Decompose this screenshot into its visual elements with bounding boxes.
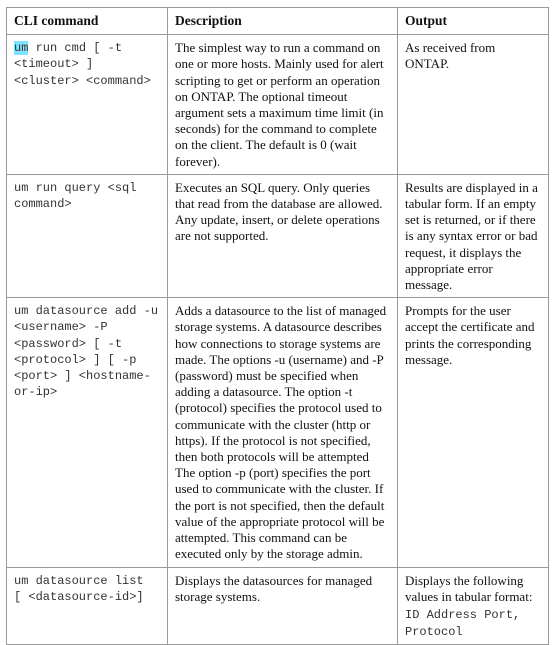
table-row: [7, 35, 549, 175]
output-cell: As received from ONTAP.: [398, 35, 549, 175]
output-text: Displays the following values in tabular format:: [405, 573, 533, 605]
table-row: [7, 568, 549, 645]
command-text: run cmd [ -t <timeout> ] <cluster> <command>: [14, 41, 151, 88]
description-cell: The simplest way to run a command on one or more hosts. Mainly used for alert scripting to get or perform an operation on ONTAP. The optional timeout argument sets a maximum time limit (in seconds) for the command to complete on the client. The default is 0 (wait forever).: [168, 35, 398, 175]
cli-command-cell: [7, 35, 168, 175]
output-code: ID Address Port, Protocol: [405, 607, 521, 639]
output-cell: [398, 568, 549, 645]
description-cell: Displays the datasources for managed storage systems.: [168, 568, 398, 645]
header-output: Output: [398, 8, 549, 35]
table-row: [7, 174, 549, 297]
cli-command-cell: um datasource list [ <datasource-id>]: [7, 568, 168, 645]
description-cell: Adds a datasource to the list of managed storage systems. A datasource describes how connections to storage systems are made. The options -u (username) and -P (password) must be specified when adding a datasource. The option -t (protocol) specifies the protocol used to communicate with the cluster (http or https). If the protocol is not specified, then both protocols will be attempted The option -p (port) specifies the port used to communicate with the cluster. If the port is not specified, then the default value of the appropriate protocol will be attempted. This command can be executed only by the storage admin.: [168, 298, 398, 568]
cli-command-cell: um run query <sql command>: [7, 174, 168, 297]
header-cli-command: CLI command: [7, 8, 168, 35]
header-description: Description: [168, 8, 398, 35]
table-row: [7, 298, 549, 568]
output-cell: Prompts for the user accept the certificate and prints the corresponding message.: [398, 298, 549, 568]
description-cell: Executes an SQL query. Only queries that read from the database are allowed. Any update, insert, or delete operations are not supported.: [168, 174, 398, 297]
cli-command-cell: um datasource add -u <username> -P <password> [ -t <protocol> ] [ -p <port> ] <hostname- or-ip>: [7, 298, 168, 568]
output-cell: Results are displayed in a tabular form. If an empty set is returned, or if there is any syntax error or bad request, it displays the appropriate error message.: [398, 174, 549, 297]
cli-command-table: [6, 7, 549, 645]
search-highlight: um: [14, 41, 29, 56]
table-header-row: [7, 8, 549, 35]
